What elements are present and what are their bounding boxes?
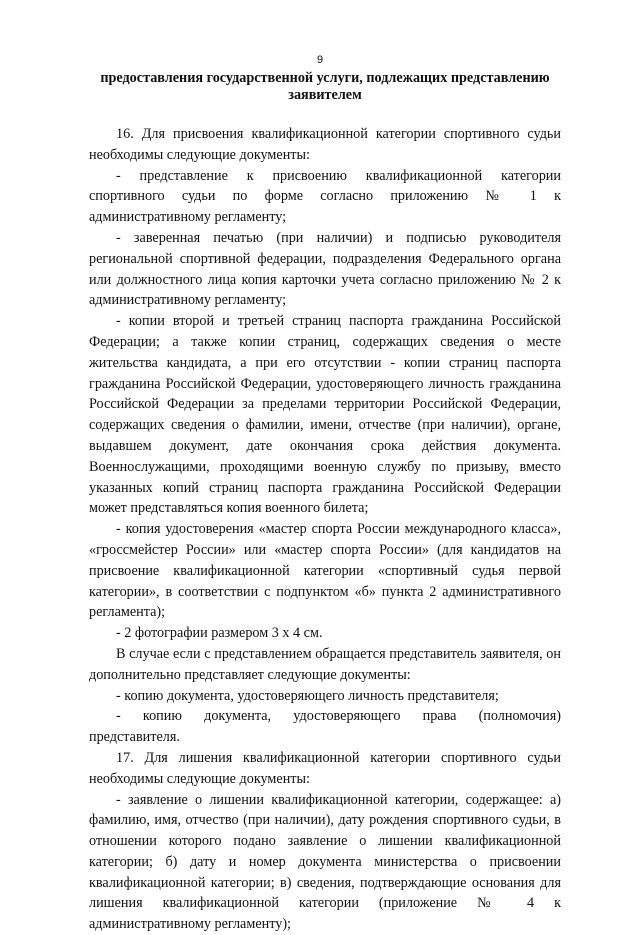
paragraph-representative: В случае если с представлением обращается представитель заявителя, он дополнительно представляет следующие документы: <box>89 644 561 686</box>
page-number: 9 <box>0 53 640 67</box>
document-body <box>89 124 561 935</box>
list-item-certificate-copy: - копия удостоверения «мастер спорта России международного класса», «гроссмейстер России» или «мастер спорта России» (для кандидатов на присвоение квалификационной категории «спортивный судья первой категории», в соответствии с подпунктом «б» пункта 2 административного регламента); <box>89 519 561 623</box>
paragraph-16-intro: 16. Для присвоения квалификационной категории спортивного судьи необходимы следующие документы: <box>89 124 561 166</box>
list-item-record-card: - заверенная печатью (при наличии) и подписью руководителя региональной спортивной федерации, подразделения Федерального органа или должностного лица копия карточки учета согласно приложению № 2 к административному регламенту; <box>89 228 561 311</box>
list-item-representative-authority: - копию документа, удостоверяющего права (полномочия) представителя. <box>89 706 561 748</box>
list-item-submission: - представление к присвоению квалификационной категории спортивного судьи по форме согласно приложению № 1 к административному регламенту; <box>89 166 561 228</box>
paragraph-17-intro: 17. Для лишения квалификационной категории спортивного судьи необходимы следующие документы: <box>89 748 561 790</box>
list-item-photos: - 2 фотографии размером 3 х 4 см. <box>89 623 561 644</box>
list-item-passport-copies: - копии второй и третьей страниц паспорта гражданина Российской Федерации; а также копии страниц, содержащих сведения о месте жительства кандидата, а при его отсутствии - копии страниц паспорта гражданина Российской Федерации, удостоверяющего личность гражданина Российской Федерации за пределами территории Российской Федерации, содержащих сведения о фамилии, имени, отчестве (при наличии), органе, выдавшем документ, дате окончания срока действия документа. Военнослужащими, проходящими военную службу по призыву, вместо указанных копий страниц паспорта гражданина Российской Федерации может представляться копия военного билета; <box>89 311 561 519</box>
list-item-representative-id: - копию документа, удостоверяющего личность представителя; <box>89 686 561 707</box>
list-item-revocation-application: - заявление о лишении квалификационной категории, содержащее: а) фамилию, имя, отчество (при наличии), дату рождения спортивного судьи, в отношении которого подано заявление о лишении квалификационной категории; б) дату и номер документа министерства о присвоении квалификационной категории; в) сведения, подтверждающие основания для лишения квалификационной категории (приложение № 4 к административному регламенту); <box>89 790 561 935</box>
section-heading: предоставления государственной услуги, подлежащих представлению заявителем <box>90 70 560 104</box>
